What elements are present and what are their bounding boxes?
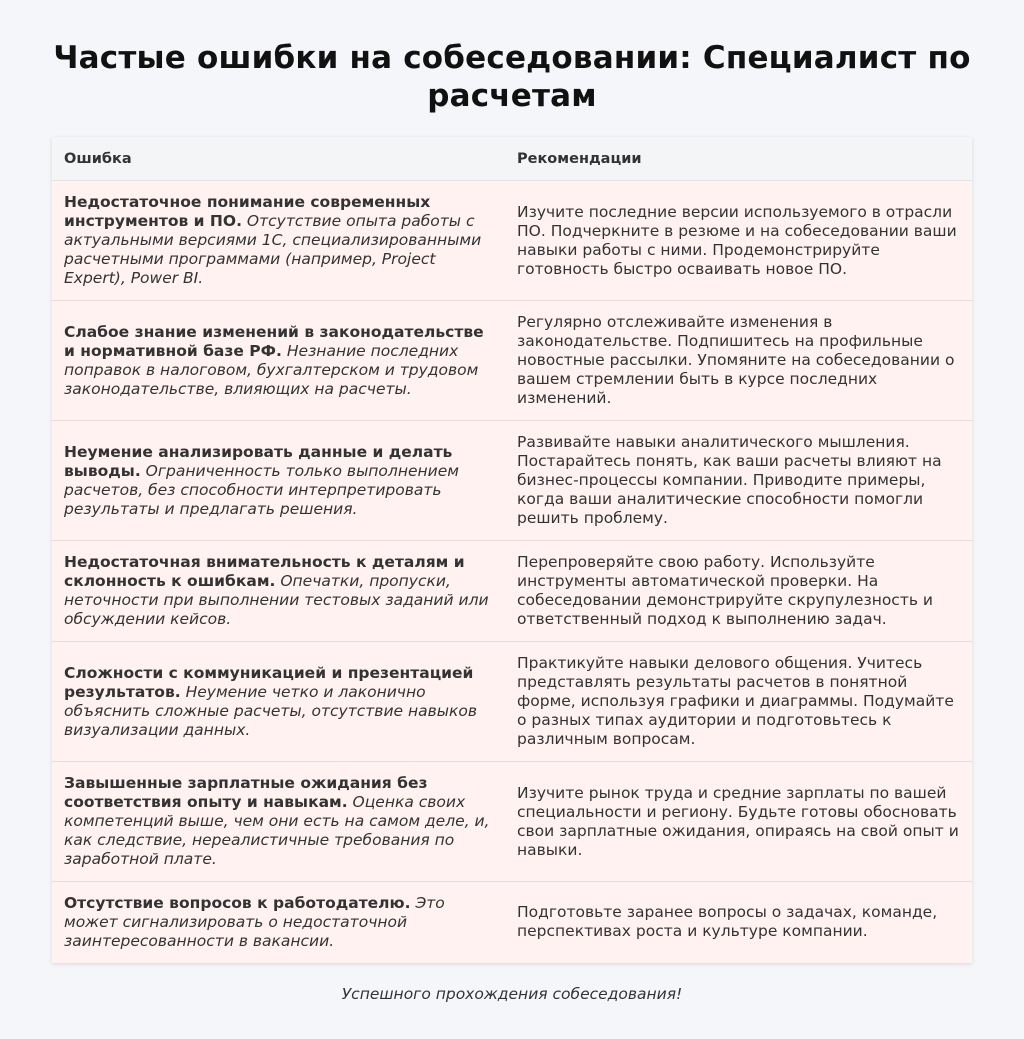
error-description: Это может сигнализировать о недостаточной заинтересованности в вакансии. bbox=[64, 893, 445, 950]
error-title: Завышенные зарплатные ожидания без соответствия опыту и навыкам. bbox=[64, 774, 428, 811]
error-description: Отсутствие опыта работы с актуальными версиями 1С, специализированными расчетными программами (например, Project Expert), Power BI. bbox=[64, 212, 482, 287]
recommendation-cell: Подготовьте заранее вопросы о задачах, команде, перспективах роста и культуре компании. bbox=[505, 882, 972, 963]
table-row bbox=[52, 762, 972, 882]
recommendation-cell: Изучите рынок труда и средние зарплаты по вашей специальности и региону. Будьте готовы обосновать свои зарплатные ожидания, опираясь на свой опыт и навыки. bbox=[505, 762, 972, 882]
error-description: Незнание последних поправок в налоговом, бухгалтерском и трудовом законодательстве, влияющих на расчеты. bbox=[64, 341, 479, 398]
recommendation-cell: Практикуйте навыки делового общения. Учитесь представлять результаты расчетов в понятной форме, используя графики и диаграммы. Подумайте о разных типах аудитории и подготовьтесь к различным вопросам. bbox=[505, 642, 972, 762]
error-cell bbox=[52, 541, 505, 642]
column-header-recommendation: Рекомендации bbox=[505, 137, 972, 181]
error-description: Оценка своих компетенций выше, чем они есть на самом деле, и, как следствие, нереалистичные требования по заработной плате. bbox=[64, 793, 490, 868]
recommendation-cell: Регулярно отслеживайте изменения в законодательстве. Подпишитесь на профильные новостные рассылки. Упомяните на собеседовании о вашем стремлении быть в курсе последних изменений. bbox=[505, 301, 972, 421]
table-row bbox=[52, 421, 972, 541]
table-row bbox=[52, 642, 972, 762]
table-header-row bbox=[52, 137, 972, 181]
footer-note: Успешного прохождения собеседования! bbox=[341, 985, 683, 1003]
error-cell bbox=[52, 642, 505, 762]
table-row bbox=[52, 882, 972, 963]
table-row bbox=[52, 541, 972, 642]
error-title: Отсутствие вопросов к работодателю. bbox=[64, 893, 411, 912]
error-description: Опечатки, пропуски, неточности при выполнении тестовых заданий или обсуждении кейсов. bbox=[64, 572, 489, 628]
column-header-error: Ошибка bbox=[52, 137, 505, 181]
table-row bbox=[52, 181, 972, 301]
error-cell bbox=[52, 762, 505, 882]
error-title: Слабое знание изменений в законодательстве и нормативной базе РФ. bbox=[64, 322, 484, 360]
errors-table-container bbox=[52, 137, 972, 963]
error-cell bbox=[52, 421, 505, 541]
errors-table bbox=[52, 137, 972, 963]
error-title: Неумение анализировать данные и делать выводы. bbox=[64, 442, 453, 480]
error-cell bbox=[52, 301, 505, 421]
recommendation-cell: Перепроверяйте свою работу. Используйте инструменты автоматической проверки. На собеседовании демонстрируйте скрупулезность и ответственный подход к выполнению задач. bbox=[505, 541, 972, 642]
recommendation-cell: Изучите последние версии используемого в отрасли ПО. Подчеркните в резюме и на собеседовании ваши навыки работы с ними. Продемонстрируйте готовность быстро осваивать новое ПО. bbox=[505, 181, 972, 301]
error-cell bbox=[52, 882, 505, 963]
page-title: Частые ошибки на собеседовании: Специалист по расчетам bbox=[53, 40, 971, 114]
table-row bbox=[52, 301, 972, 421]
error-title: Сложности с коммуникацией и презентацией результатов. bbox=[64, 663, 474, 701]
error-description: Неумение четко и лаконично объяснить сложные расчеты, отсутствие навыков визуализации данных. bbox=[64, 682, 477, 739]
recommendation-cell: Развивайте навыки аналитического мышления. Постарайтесь понять, как ваши расчеты влияют на бизнес-процессы компании. Приводите примеры, когда ваши аналитические способности помогли решить проблему. bbox=[505, 421, 972, 541]
error-title: Недостаточное понимание современных инструментов и ПО. bbox=[64, 193, 431, 230]
error-cell bbox=[52, 181, 505, 301]
error-description: Ограниченность только выполнением расчетов, без способности интерпретировать результаты и предлагать решения. bbox=[64, 461, 459, 518]
error-title: Недостаточная внимательность к деталям и склонность к ошибкам. bbox=[64, 553, 465, 590]
